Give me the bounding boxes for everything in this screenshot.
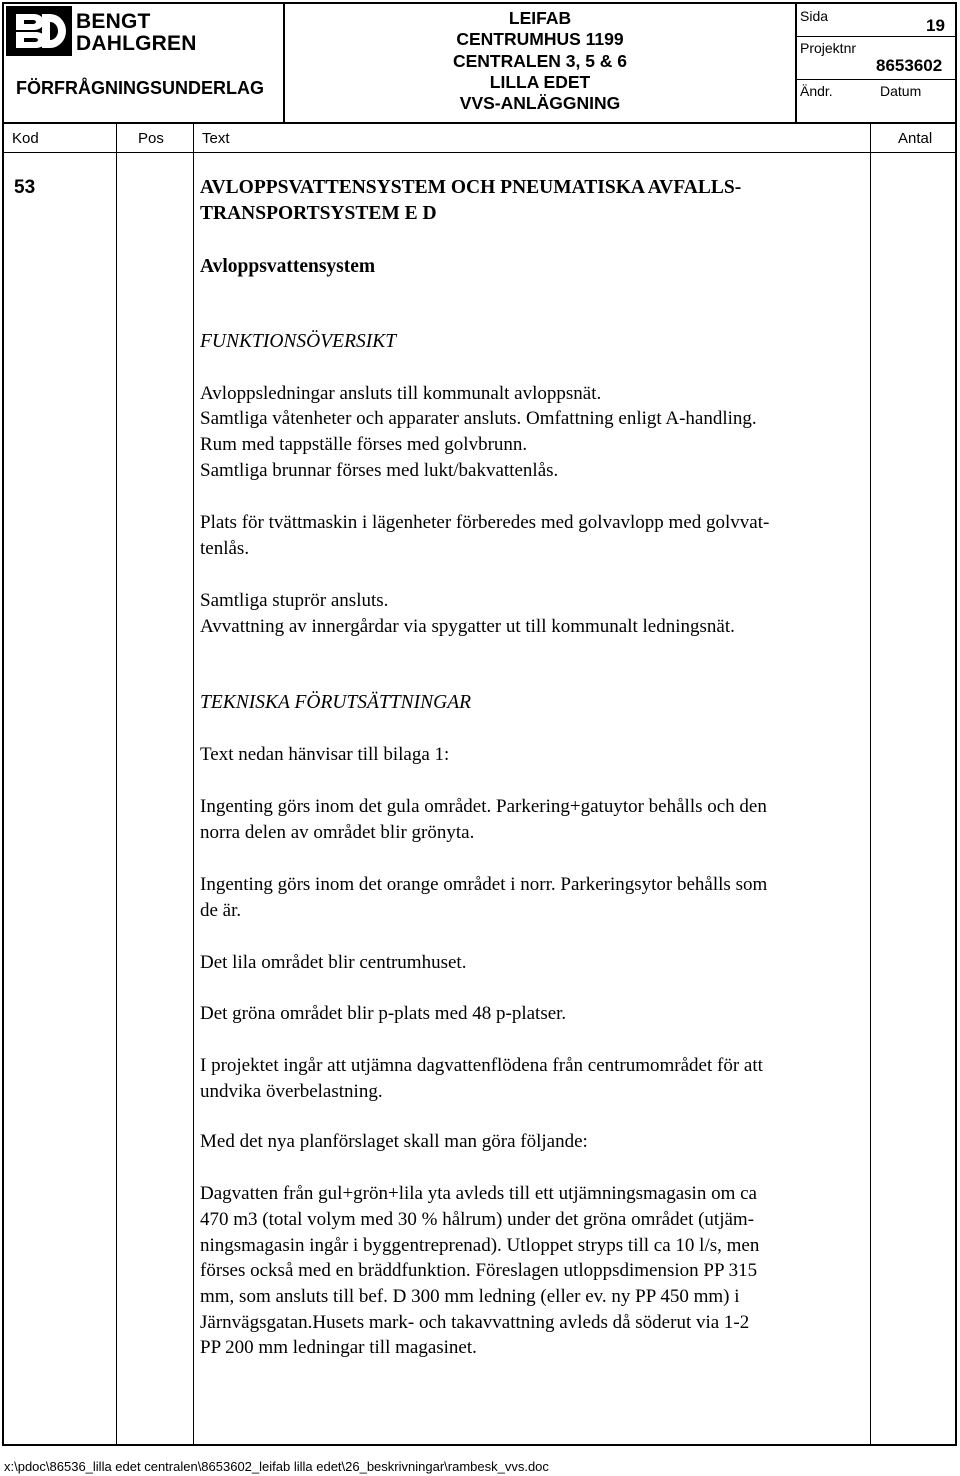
column-antal: Antal [898,130,933,147]
section-code: 53 [14,177,36,198]
paragraph-line: Ingenting görs inom det gula området. Parkering+gatuytor behålls och den [200,796,767,817]
paragraph-line: undvika överbelastning. [200,1081,383,1102]
paragraph-line: norra delen av området blir grönyta. [200,822,475,843]
header-right-row2 [795,79,957,80]
paragraph-line: Det gröna området blir p-plats med 48 p-platser. [200,1003,567,1024]
header-col-left [283,2,285,122]
section-title-line1: AVLOPPSVATTENSYSTEM OCH PNEUMATISKA AVFALLS- [200,177,742,198]
column-text: Text [202,130,230,147]
header-right-row1 [795,36,957,37]
bd-logo-icon [6,6,72,56]
paragraph-line: Dagvatten från gul+grön+lila yta avleds till ett utjämningsmagasin om ca [200,1183,757,1204]
project-line: CENTRALEN 3, 5 & 6 [452,50,628,71]
paragraph-line: förses också med en bräddfunktion. Föreslagen utloppsdimension PP 315 [200,1260,758,1281]
project-line: LEIFAB [508,8,572,28]
paragraph-line: I projektet ingår att utjämna dagvattenflödena från centrumområdet för att [200,1055,763,1076]
frame-right [955,2,957,1446]
paragraph-line: 470 m3 (total volym med 30 % hålrum) under det gröna området (utjäm- [200,1209,755,1230]
paragraph-line: PP 200 mm ledningar till magasinet. [200,1337,477,1358]
paragraph-line: Ingenting görs inom det orange området i norr. Parkeringsytor behålls som [200,874,768,895]
company-logo [6,6,206,56]
paragraph-line: Avloppsledningar ansluts till kommunalt avloppsnät. [200,383,602,404]
frame-top [2,2,957,4]
kod-column-line [116,124,117,1444]
column-kod: Kod [12,130,39,147]
pos-column-line [193,124,194,1444]
file-path-footer: x:\pdoc\86536_lilla edet centralen\8653602_leifab lilla edet\26_beskrivningar\rambesk_vvs.doc [4,1459,549,1474]
header-divider [2,122,957,124]
paragraph-line: Plats för tvättmaskin i lägenheter förberedes med golvavlopp med golvvat- [200,512,770,533]
project-no-label: Projektnr [800,40,857,56]
column-pos: Pos [138,130,164,147]
paragraph-line: Rum med tappställe förses med golvbrunn. [200,434,528,455]
company-name-line2: DAHLGREN [76,32,197,55]
paragraph-line: Järnvägsgatan.Husets mark- och takavvattning avleds då söderut via 1-2 [200,1312,750,1333]
section-subtitle: Avloppsvattensystem [200,256,376,277]
paragraph-line: ningsmagasin ingår i byggentreprenad). Utloppet stryps till ca 10 l/s, men [200,1235,760,1256]
paragraph-line: tenlås. [200,538,250,559]
paragraph-line: Samtliga våtenheter och apparater ansluts. Omfattning enligt A-handling. [200,408,757,429]
paragraph-line: Avvattning av innergårdar via spygatter ut till kommunalt ledningsnät. [200,616,735,637]
header-col-right [795,2,797,122]
frame-bottom [2,1444,957,1446]
page-number: 19 [926,16,945,35]
project-no: 8653602 [876,56,943,75]
page-label: Sida [800,8,829,24]
frame-left [2,2,4,1446]
company-name-line1: BENGT [76,10,151,33]
column-head-divider [2,152,957,153]
project-line: CENTRUMHUS 1199 [456,29,624,50]
paragraph-line: Med det nya planförslaget skall man göra följande: [200,1131,588,1152]
heading-funktionsoversikt: FUNKTIONSÖVERSIKT [200,331,397,352]
date-label: Datum [880,83,922,99]
paragraph-line: Det lila området blir centrumhuset. [200,952,467,973]
section-title-line2: TRANSPORTSYSTEM E D [200,203,437,224]
project-title-block [400,8,680,114]
document-type: FÖRFRÅGNINGSUNDERLAG [16,78,264,98]
paragraph-line: Samtliga brunnar förses med lukt/bakvattenlås. [200,460,559,481]
heading-tekniska-forutsattningar: TEKNISKA FÖRUTSÄTTNINGAR [200,692,472,713]
paragraph-line: mm, som ansluts till bef. D 300 mm ledning (eller ev. ny PP 450 mm) i [200,1286,740,1307]
paragraph-line: Samtliga stuprör ansluts. [200,590,389,611]
project-line: LILLA EDET [489,71,591,92]
revision-label: Ändr. [800,83,833,99]
paragraph-line: Text nedan hänvisar till bilaga 1: [200,744,450,765]
project-line: VVS-ANLÄGGNING [459,93,621,114]
paragraph-line: de är. [200,900,242,921]
